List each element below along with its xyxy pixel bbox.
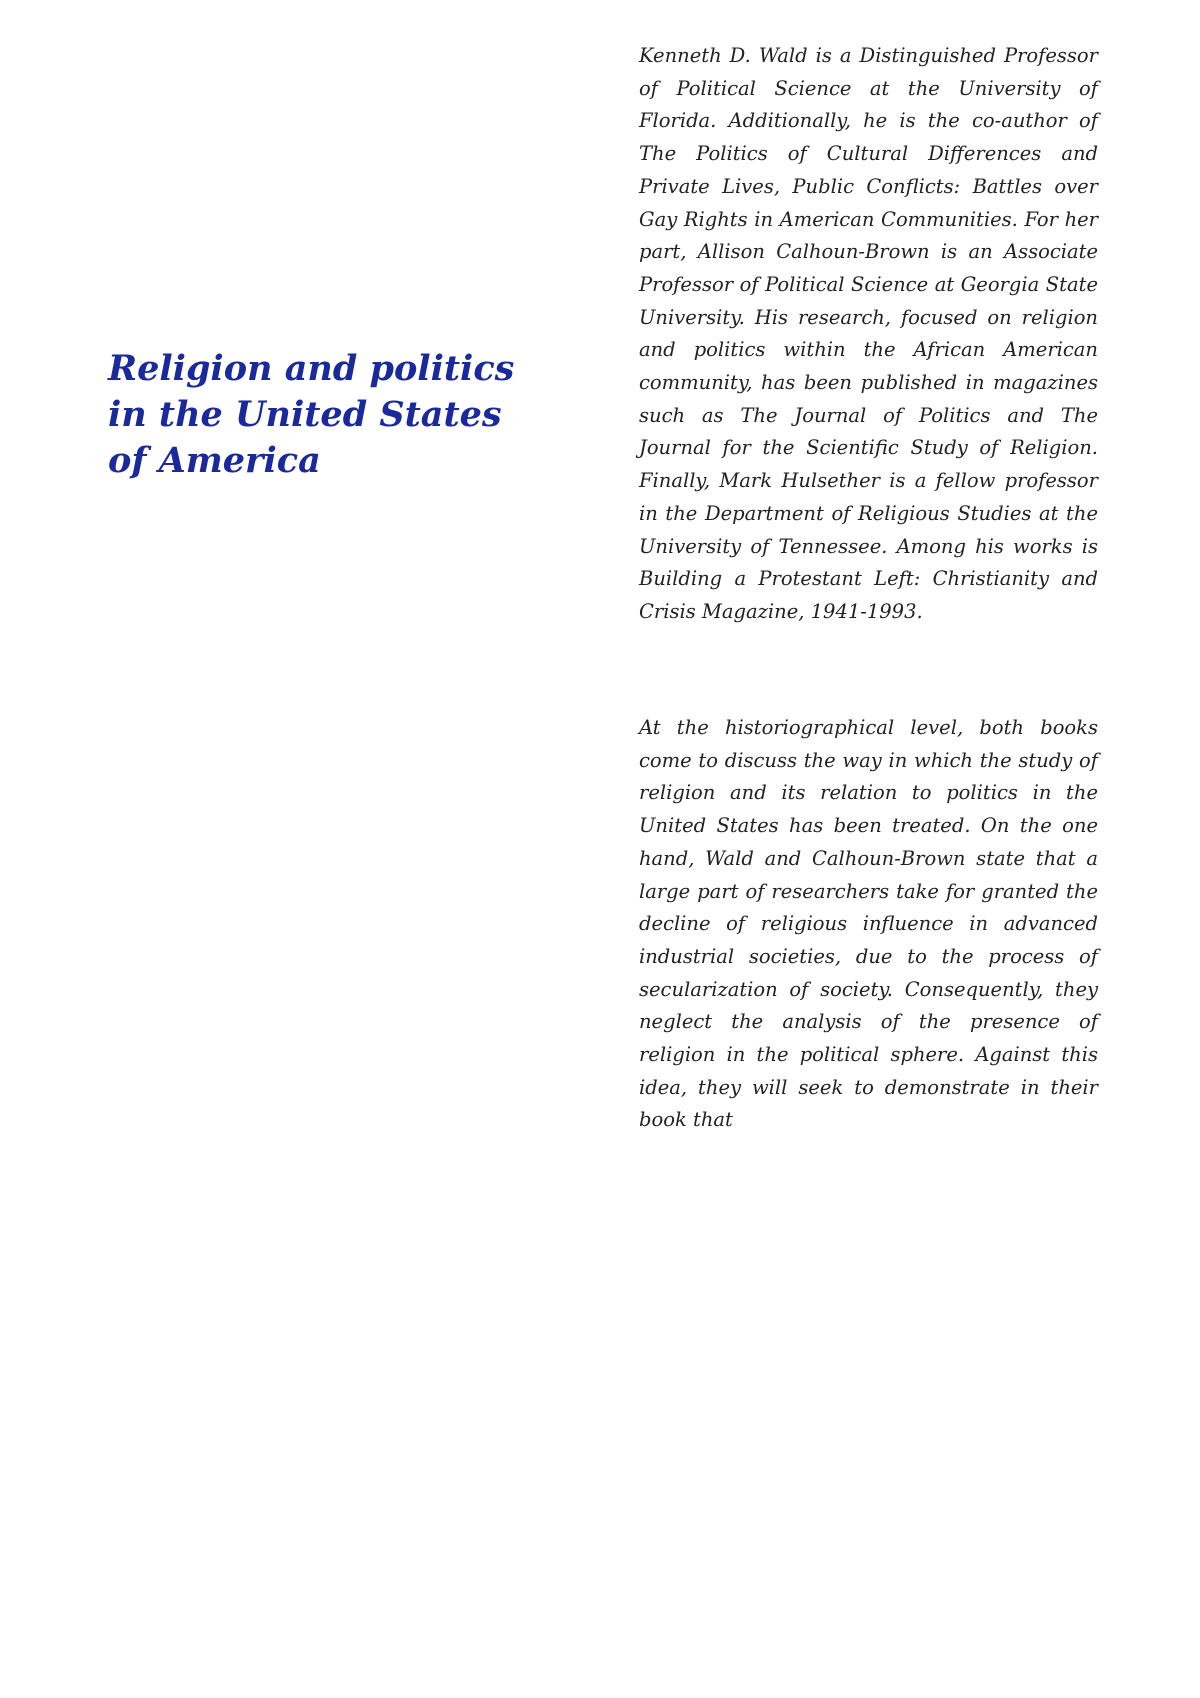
page-title: Religion and politics in the United States of America <box>108 348 515 481</box>
body-paragraph-historiography: At the historiographical level, both books come to discuss the way in which the study of religion and its relation to politics in the United States has been treated. On the one hand, Wald and Calhoun-Brown state that a large part of researchers take for granted the decline of religious influence in advanced industrial societies, due to the process of secularization of society. Consequently, they neglect the analysis of the presence of religion in the political sphere. Against this idea, they will seek to demonstrate in their book that <box>639 716 1098 1132</box>
body-paragraph-authors: Kenneth D. Wald is a Distinguished Professor of Political Science at the University of Florida. Additionally, he is the co-author of The Politics of Cultural Differences and Private Lives, Public Conflicts: Battles over Gay Rights in American Communities. For her part, Allison Calhoun-Brown is an Associate Professor of Political Science at Georgia State University. His research, focused on religion and politics within the African American community, has been published in magazines such as The Journal of Politics and The Journal for the Scientific Study of Religion. Finally, Mark Hulsether is a fellow professor in the Department of Religious Studies at the University of Tennessee. Among his works is Building a Protestant Left: Christianity and Crisis Magazine, 1941-1993. <box>639 44 1098 623</box>
